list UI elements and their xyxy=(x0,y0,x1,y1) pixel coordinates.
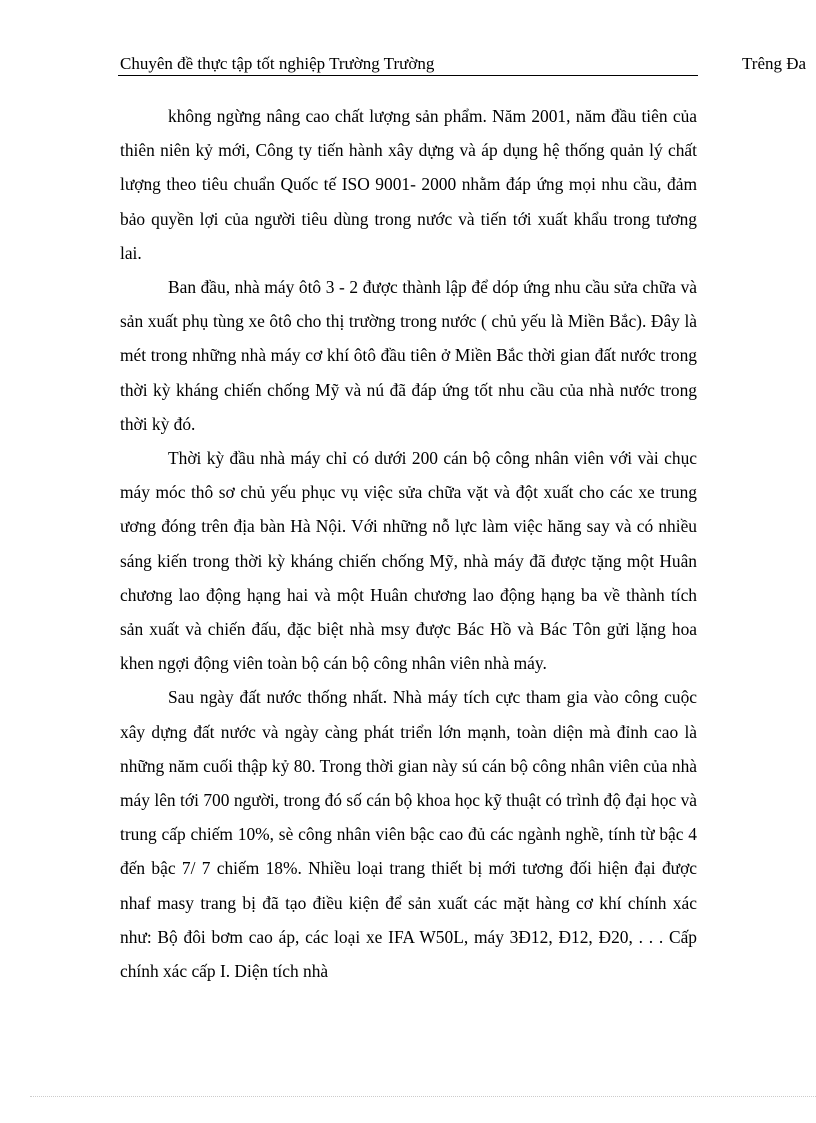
paragraph: Thời kỳ đầu nhà máy chỉ có dưới 200 cán bộ công nhân viên với vài chục máy móc thô sơ chủ yếu phục vụ việc sửa chữa vặt và đột xuất cho các xe trung ương đóng trên địa bàn Hà Nội. Với những nỗ lực làm việc hăng say và có nhiều sáng kiến trong thời kỳ kháng chiến chống Mỹ, nhà máy đã được tặng một Huân chương lao động hạng hai và một Huân chương lao động hạng ba về thành tích sản xuất và chiến đấu, đặc biệt nhà msy được Bác Hồ và Bác Tôn gửi lặng hoa khen ngợi động viên toàn bộ cán bộ công nhân viên nhà máy. xyxy=(120,448,697,674)
paragraph: không ngừng nâng cao chất lượng sản phẩm. Năm 2001, năm đầu tiên của thiên niên kỷ mới, Công ty tiến hành xây dựng và áp dụng hệ thống quản lý chất lượng theo tiêu chuẩn Quốc tế ISO 9001- 2000 nhằm đáp ứng mọi nhu cầu, đảm bảo quyền lợi của người tiêu dùng trong nước và tiến tới xuất khẩu trong tương lai. xyxy=(120,106,697,263)
document-body xyxy=(120,99,697,988)
page-header xyxy=(118,52,698,76)
header-right-text: Trêng Đa xyxy=(742,54,807,73)
header-rule xyxy=(118,75,698,76)
paragraph: Ban đầu, nhà máy ôtô 3 - 2 được thành lập để dóp ứng nhu cầu sửa chữa và sản xuất phụ tùng xe ôtô cho thị trường trong nước ( chủ yếu là Miền Bắc). Đây là mét trong những nhà máy cơ khí ôtô đầu tiên ở Miền Bắc thời gian đất nước trong thời kỳ kháng chiến chống Mỹ và nú đã đáp ứng tốt nhu cầu của nhà nước trong thời kỳ đó. xyxy=(120,277,697,434)
footer-rule xyxy=(30,1096,816,1097)
header-title: Chuyên đề thực tập tốt nghiệp Trường Trường xyxy=(120,54,435,73)
paragraph: Sau ngày đất nước thống nhất. Nhà máy tích cực tham gia vào công cuộc xây dựng đất nước và ngày càng phát triển lớn mạnh, toàn diện mà đỉnh cao là những năm cuối thập kỷ 80. Trong thời gian này sú cán bộ công nhân viên của nhà máy lên tới 700 người, trong đó số cán bộ khoa học kỹ thuật có trình độ đại học và trung cấp chiếm 10%, sè công nhân viên bậc cao đủ các ngành nghề, tính từ bậc 4 đến bậc 7/ 7 chiếm 18%. Nhiều loại trang thiết bị mới tương đối hiện đại được nhaf masy trang bị đã tạo điều kiện để sản xuất các mặt hàng cơ khí chính xác như: Bộ đôi bơm cao áp, các loại xe IFA W50L, máy 3Đ12, Đ12, Đ20, . . . Cấp chính xác cấp I. Diện tích nhà xyxy=(120,687,697,982)
